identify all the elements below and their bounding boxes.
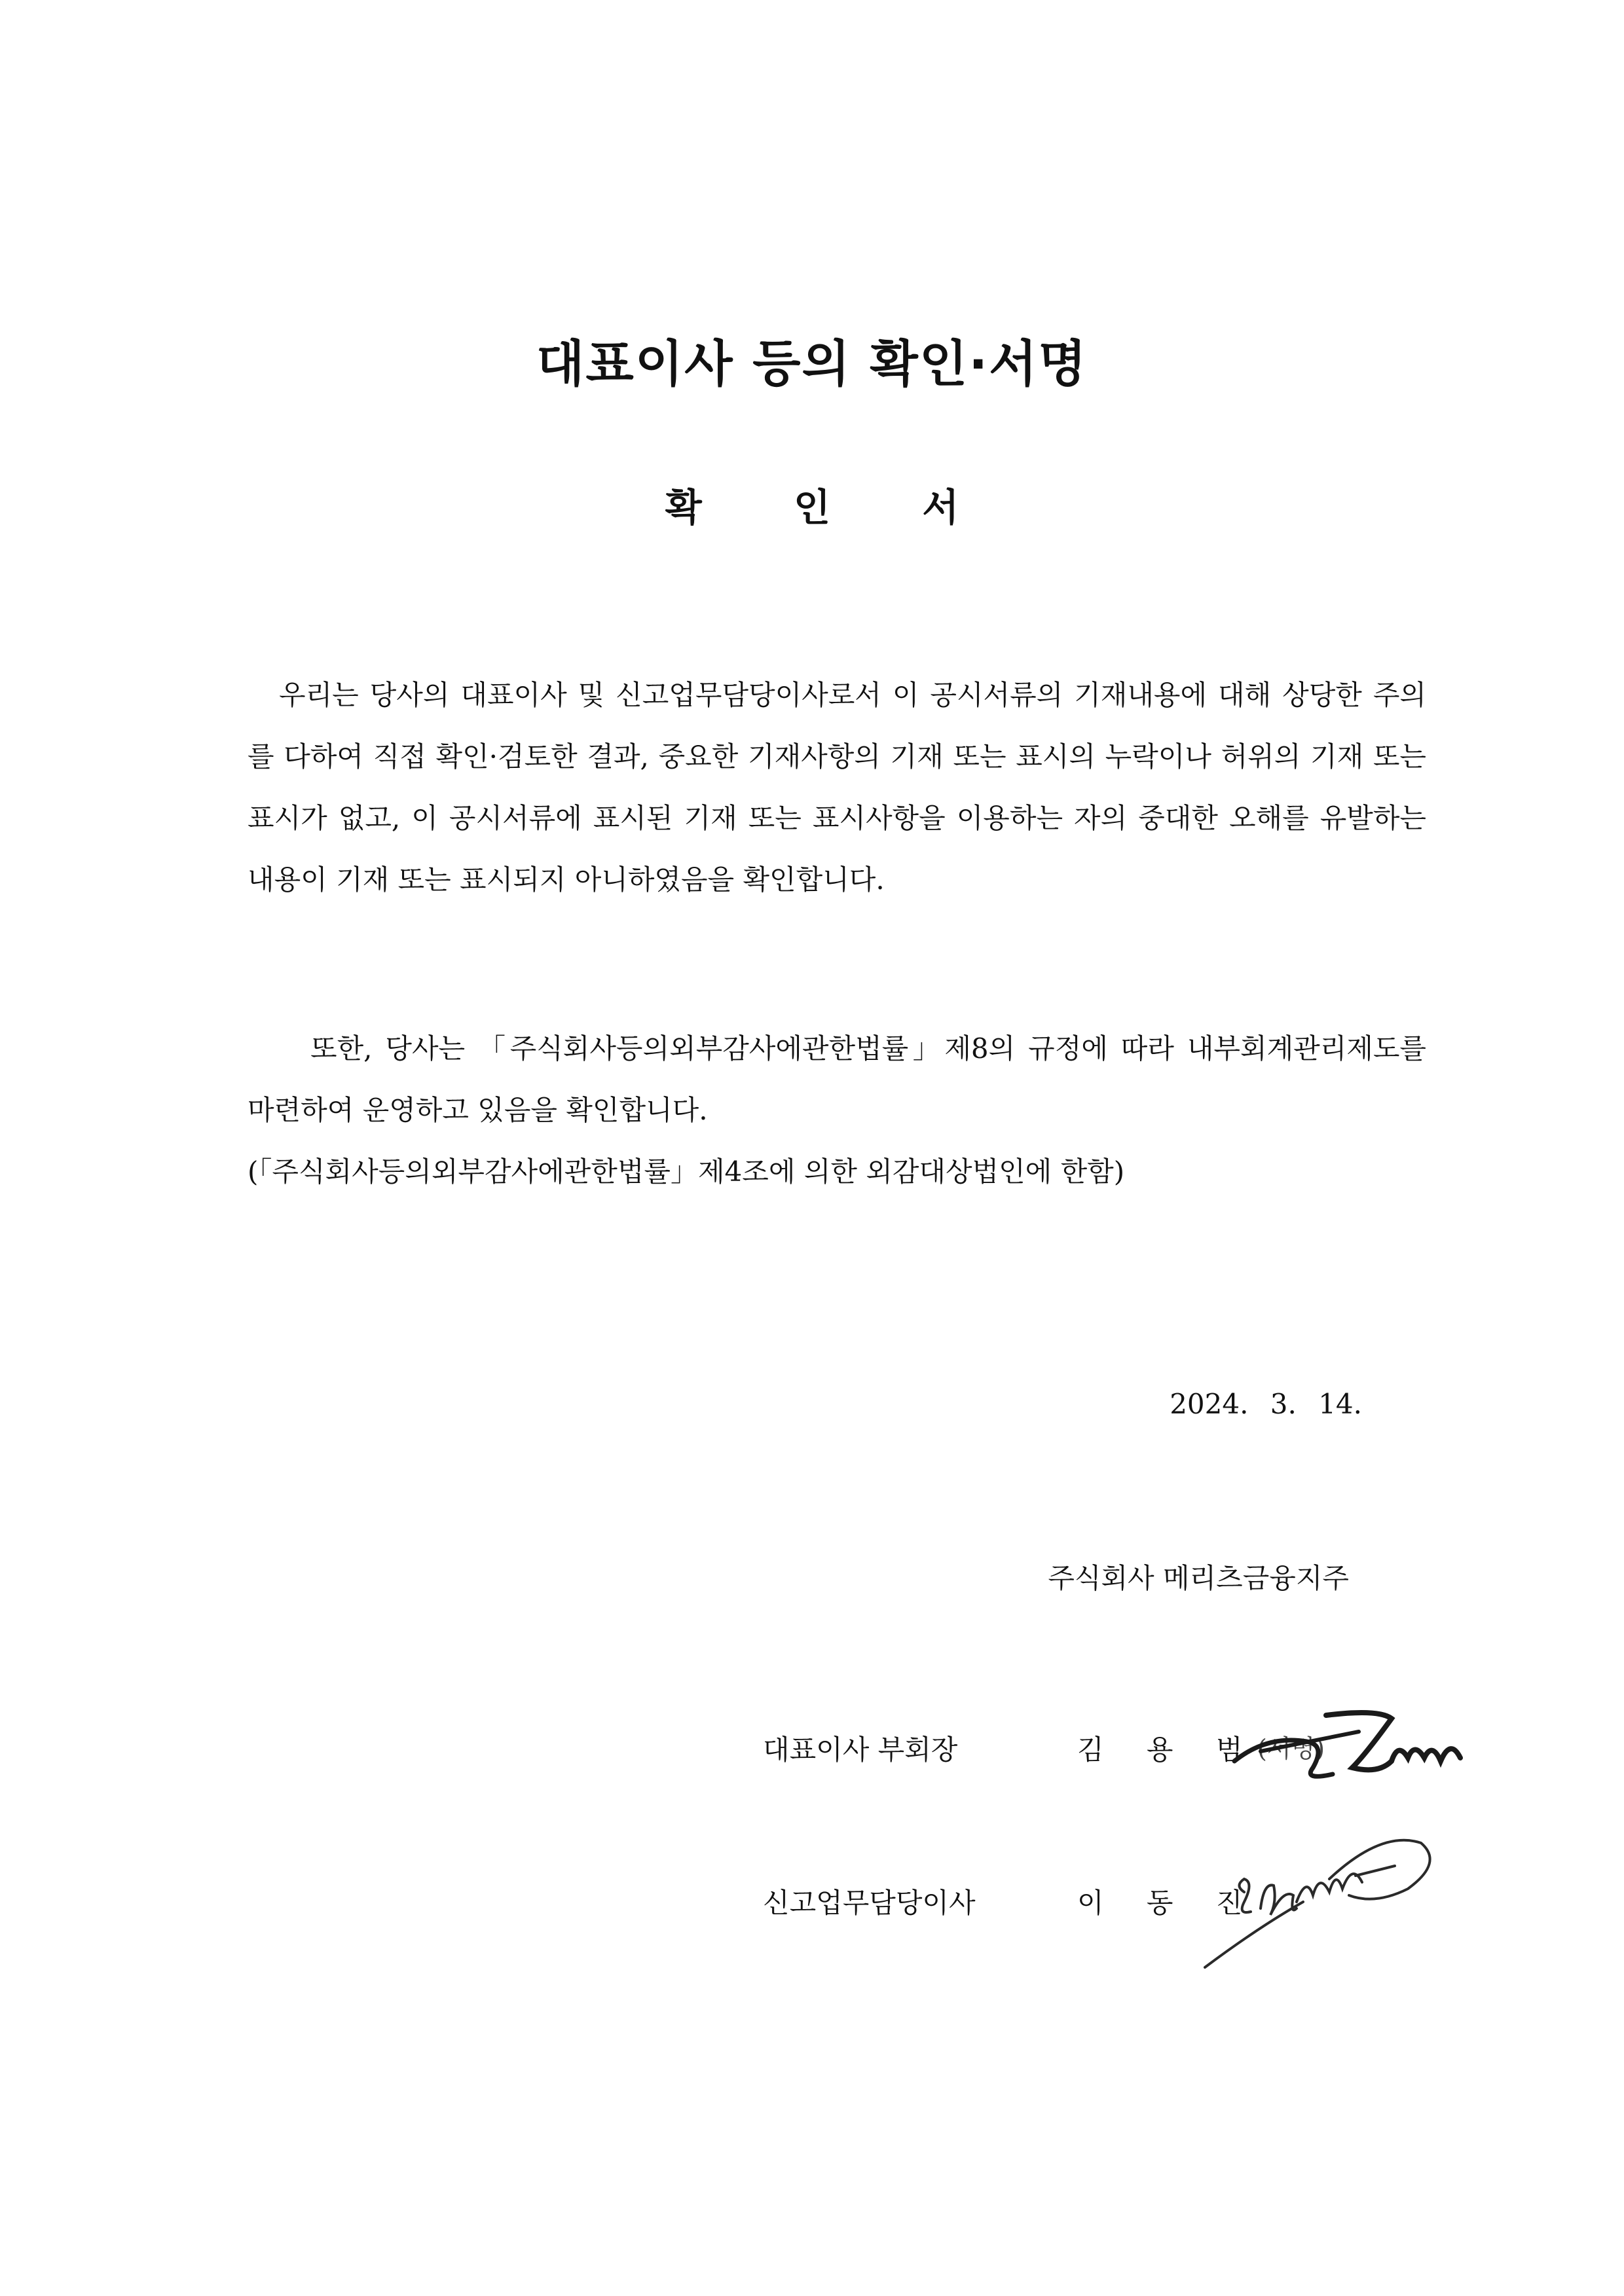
signatory-title: 신고업무담당이사 xyxy=(763,1887,976,1919)
document-date: 2024. 3. 14. xyxy=(1170,1388,1362,1420)
internal-control-paragraph: 또한, 당사는 「주식회사등의외부감사에관한법률」제8의 규정에 따라 내부회계관리제도를 마련하여 운영하고 있음을 확인합니다. xyxy=(248,1032,1426,1126)
signature-mark-label: (서명) xyxy=(1257,1734,1325,1763)
document-subtitle: 확 인 서 xyxy=(665,485,999,530)
handwritten-signature-ceo xyxy=(1228,1696,1503,1794)
company-name: 주식회사 메리츠금융지주 xyxy=(1048,1562,1349,1594)
scope-note: (「주식회사등의외부감사에관한법률」제4조에 의한 외감대상법인에 한함) xyxy=(248,1156,1125,1188)
document-title: 대표이사 등의 확인·서명 xyxy=(536,335,1088,393)
signatory-name: 이 동 진 xyxy=(1077,1887,1260,1919)
confirmation-paragraph: 우리는 당사의 대표이사 및 신고업무담당이사로서 이 공시서류의 기재내용에 대해 상당한 주의를 다하여 직접 확인·검토한 결과, 중요한 기재사항의 기재 또는 표시의 누락이나 허위의 기재 또는 표시가 없고, 이 공시서류에 표시된 기재 또는 표시사항을 이용하는 자의 중대한 오해를 유발하는 내용이 기재 또는 표시되지 아니하였음을 확인합니다. xyxy=(248,679,1426,896)
signatory-title: 대표이사 부회장 xyxy=(763,1734,958,1766)
signatory-name: 김 용 범 xyxy=(1077,1734,1260,1766)
handwritten-signature-officer xyxy=(1198,1817,1447,1980)
